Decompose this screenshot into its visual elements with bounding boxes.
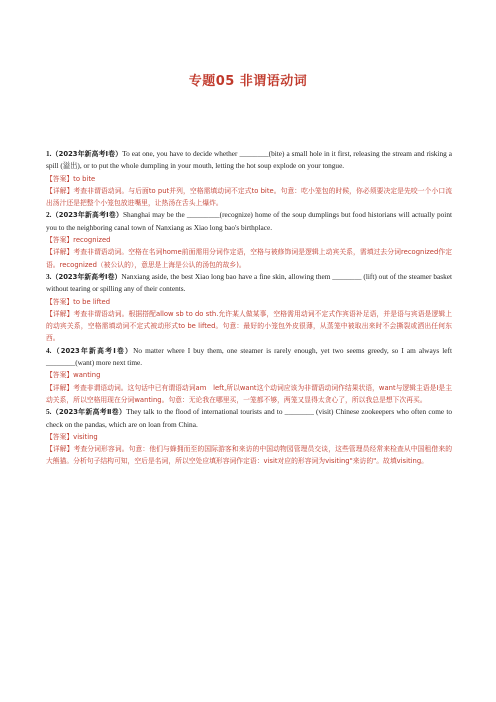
question-source: （2023年新高考Ⅰ卷） — [51, 211, 123, 220]
question-source: （2023年新高考Ⅰ卷） — [51, 150, 123, 158]
explanation: 【详解】考查非谓语动词。根据搭配allow sb to do sth.允许某人做某事，空格需用动词不定式作宾语补足语，并是语与宾语是逻辑上的动宾关系，空格需填动词不定式被动形式to be lifted。句意：最好的小笼包外皮很薄，从蒸笼中被取出来时不会撕裂或洒出任何东西。 — [46, 309, 452, 343]
page-title: 专题05 非谓语动词 — [188, 74, 308, 89]
answer: 【答案】wanting — [46, 371, 101, 380]
question-source: （2023年新高考Ⅰ卷） — [51, 346, 134, 355]
question — [46, 271, 452, 296]
question — [46, 148, 452, 173]
exercise-list — [46, 148, 452, 468]
question-number: 5. — [46, 407, 52, 417]
question-number: 4. — [46, 345, 52, 355]
list-item — [46, 148, 452, 209]
question — [46, 406, 452, 431]
question-number: 3. — [46, 271, 52, 281]
explanation: 【详解】考查非谓语动词。与后面to put并列，空格需填动词不定式to bite。句意：吃小笼包的时候，你必须要决定是先咬一个小口流出汤汁还是把整个小笼包放进嘴里，让热汤在舌头上爆炸。 — [46, 186, 452, 208]
answer: 【答案】visiting — [46, 432, 98, 441]
question — [46, 209, 452, 234]
explanation: 【详解】考查非谓语动词。这句话中已有谓语动词am left,所以want这个动词应该为非谓语动词作结果状语，want与逻辑主语是I是主动关系，所以空格用现在分词wanting。句意：无论我在哪里买，一笼都不够，两笼又显得太贪心了，所以我总是想下次再买。 — [46, 383, 452, 404]
question-number: 2. — [46, 210, 52, 220]
list-item — [46, 406, 452, 467]
question-number: 1. — [46, 149, 52, 158]
answer: 【答案】to be lifted — [46, 297, 111, 306]
list-item — [46, 345, 452, 406]
explanation: 【详解】考查分词形容词。句意：他们与蜂拥而至的国际游客和来访的中国动物园管理员交谈，这些管理员经常来检查从中国租借来的大熊猫。分析句子结构可知，空后是名词，所以空处应填形容词作定语：visit对应的形容词为visiting"来访的"。故填visiting。 — [46, 445, 452, 466]
question-source: （2023年新高考Ⅰ卷） — [51, 272, 122, 281]
explanation: 【详解】考查非谓语动词。空格在名词home前面需用分词作定语，空格与被修饰词是逻辑上动宾关系，需填过去分词recognized作定语。recognized（被公认的），意思是上海是公认的汤包的故乡)。 — [46, 248, 452, 269]
question-text: Shanghai may be the _________(recognize) home of the soup dumplings but food historians will actually point you to the neighboring canal town of Nanxiang as Xiao long bao's birthplace. — [46, 210, 452, 232]
question-text: No matter where I buy them, one steamer is rarely enough, yet two seems greedy, so I am always left ________(want) more next time. — [46, 345, 452, 368]
question — [46, 345, 452, 370]
list-item — [46, 271, 452, 345]
answer: 【答案】recognized — [46, 236, 111, 245]
question-text: Nanxiang aside, the best Xiao long bao have a fine skin, allowing them ________ (lift) out of the steamer basket without tearing or spilling any of their contents. — [46, 271, 452, 294]
question-text: They talk to the flood of international tourists and to ________ (visit) Chinese zookeepers who often come to check on the pandas, which are on loan from China. — [46, 407, 452, 429]
question-source: （2023年新高考Ⅱ卷） — [51, 408, 127, 417]
answer: 【答案】to bite — [46, 174, 96, 183]
question-text: To eat one, you have to decide whether ________(bite) a small hole in it first, releasing the stream and risking a spill (溢出), or to put the whole dumpling in your mouth, letting the hot soup explode on your tongue. — [46, 149, 452, 171]
list-item — [46, 209, 452, 270]
